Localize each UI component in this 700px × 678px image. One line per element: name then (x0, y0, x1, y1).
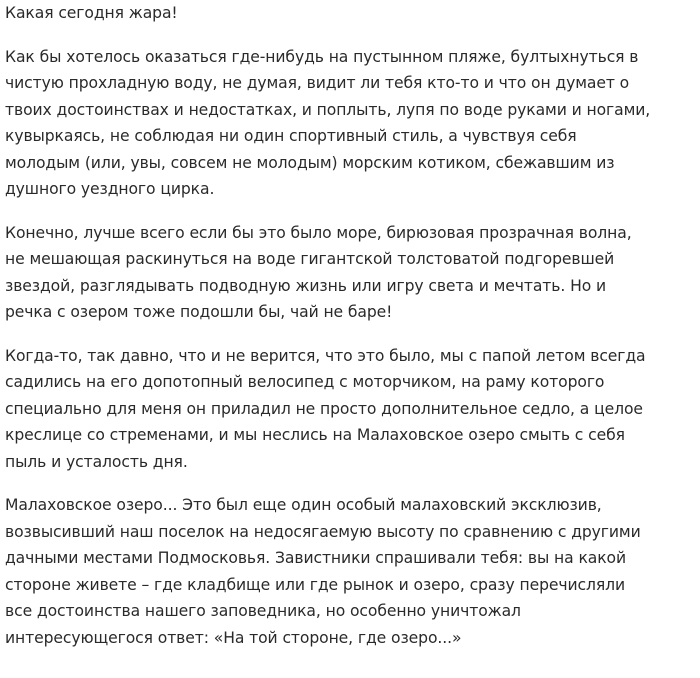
text-line: специально для меня он приладил не просто дополнительное седло, а целое (5, 399, 643, 418)
article-body (5, 0, 695, 668)
paragraph-sea (5, 220, 695, 326)
text-line: садились на его допотопный велосипед с моторчиком, на раму которого (5, 373, 605, 391)
text-line: звездой, разглядывать подводную жизнь или игру света и мечтать. Но и (5, 276, 607, 295)
text-line: все достоинства нашего заповедника, но особенно уничтожал (5, 602, 521, 620)
text-line: кувыркаясь, не соблюдая ни один спортивный стиль, а чувствуя себя (5, 127, 577, 145)
text-line: пыль и усталость дня. (5, 452, 188, 471)
text-line: Как бы хотелось оказаться где-нибудь на пустынном пляже, бултыхнуться в (5, 47, 639, 66)
text-line: стороне живете – где кладбище или где рынок и озеро, сразу перечисляли (5, 575, 626, 594)
text-line: креслице со стременами, и мы неслись на Малаховское озеро смыть с себя (5, 426, 625, 444)
text-line: Когда-то, так давно, что и не верится, что это было, мы с папой летом всегда (5, 346, 646, 365)
text-line: Конечно, лучше всего если бы это было море, бирюзовая прозрачная волна, (5, 223, 632, 242)
text-line: душного уездного цирка. (5, 180, 215, 198)
text-line: молодым (или, увы, совсем не молодым) морским котиком, сбежавшим из (5, 153, 615, 172)
paragraph-bicycle (5, 343, 695, 476)
paragraph-beach (5, 44, 695, 203)
text-line: возвысивший наш поселок на недосягаемую высоту по сравнению с другими (5, 522, 641, 541)
text-line: интересующегося ответ: «На той стороне, где озеро...» (5, 628, 462, 647)
text-line: Какая сегодня жара! (5, 4, 178, 22)
text-line: чистую прохладную воду, не думая, видит ли тебя кто-то и что он думает о (5, 74, 630, 92)
text-line: не мешающая раскинуться на воде гигантской толстоватой подгоревшей (5, 250, 615, 268)
text-line: Малаховское озеро... Это был еще один особый малаховский эксклюзив, (5, 496, 602, 514)
paragraph-lake (5, 492, 695, 651)
text-line: дачными местами Подмосковья. Завистники спрашивали тебя: вы на какой (5, 549, 627, 567)
paragraph-intro (5, 0, 695, 27)
text-line: твоих достоинствах и недостатках, и поплыть, лупя по воде руками и ногами, (5, 100, 651, 119)
text-line: речка с озером тоже подошли бы, чай не баре! (5, 303, 393, 321)
